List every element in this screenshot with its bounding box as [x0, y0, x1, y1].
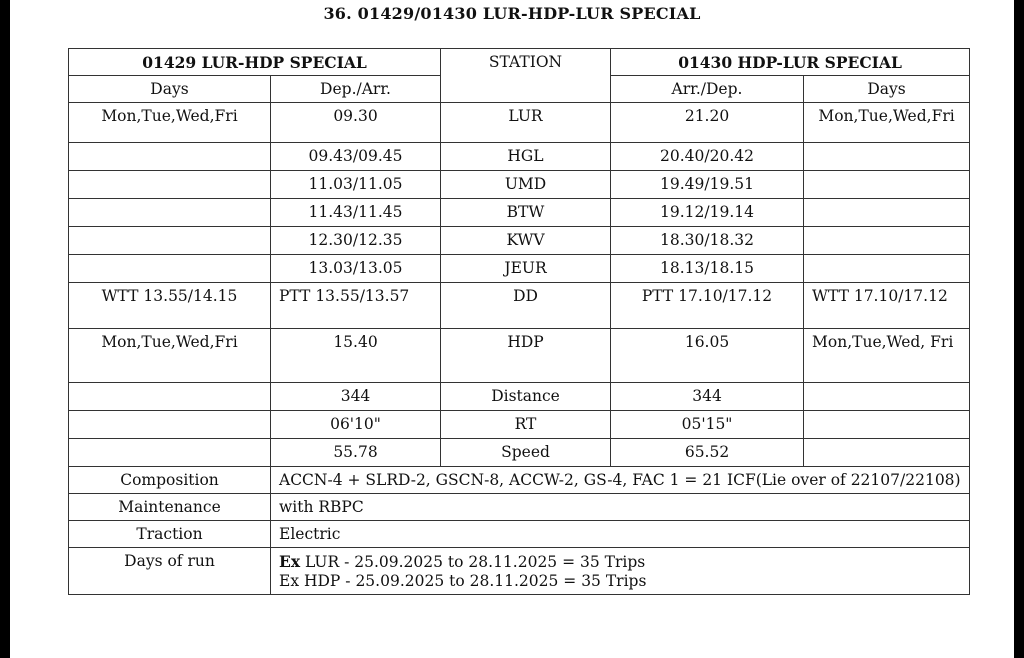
- row-arr-dep: 344: [611, 383, 804, 411]
- days-of-run-label: Days of run: [69, 548, 271, 595]
- table-row: [69, 255, 970, 283]
- table-row: [69, 411, 970, 439]
- row-station: JEUR: [441, 255, 611, 283]
- row-station: HGL: [441, 143, 611, 171]
- row-station: LUR: [441, 103, 611, 143]
- row-station: UMD: [441, 171, 611, 199]
- row-days-right: [804, 383, 970, 411]
- right-border-strip: [1014, 0, 1024, 658]
- row-dep-arr: 06'10": [271, 411, 441, 439]
- row-station: BTW: [441, 199, 611, 227]
- row-dep-arr: 09.43/09.45: [271, 143, 441, 171]
- row-days-right: Mon,Tue,Wed, Fri: [804, 329, 970, 383]
- row-dep-arr: 15.40: [271, 329, 441, 383]
- row-arr-dep: 20.40/20.42: [611, 143, 804, 171]
- maintenance-label: Maintenance: [69, 494, 271, 521]
- row-days-left: Mon,Tue,Wed,Fri: [69, 103, 271, 143]
- row-days-right: [804, 411, 970, 439]
- table-row: [69, 227, 970, 255]
- row-days-right: [804, 255, 970, 283]
- table-row: [69, 103, 970, 143]
- row-days-left: [69, 255, 271, 283]
- row-dep-arr: 13.03/13.05: [271, 255, 441, 283]
- row-station: HDP: [441, 329, 611, 383]
- days-right-header: Days: [804, 76, 970, 103]
- row-dep-arr: 11.43/11.45: [271, 199, 441, 227]
- table-row: [69, 143, 970, 171]
- dep-arr-header: Dep./Arr.: [271, 76, 441, 103]
- days-of-run-line-1-text: LUR - 25.09.2025 to 28.11.2025 = 35 Trips: [300, 553, 646, 571]
- row-arr-dep: 21.20: [611, 103, 804, 143]
- row-dep-arr: 12.30/12.35: [271, 227, 441, 255]
- timetable-body: [69, 49, 970, 467]
- arr-dep-header: Arr./Dep.: [611, 76, 804, 103]
- row-arr-dep: PTT 17.10/17.12: [611, 283, 804, 329]
- row-days-right: WTT 17.10/17.12: [804, 283, 970, 329]
- row-days-right: [804, 171, 970, 199]
- row-days-left: [69, 171, 271, 199]
- row-days-left: WTT 13.55/14.15: [69, 283, 271, 329]
- traction-row: [69, 521, 970, 548]
- row-dep-arr: 09.30: [271, 103, 441, 143]
- row-arr-dep: 05'15": [611, 411, 804, 439]
- row-days-right: [804, 227, 970, 255]
- down-train-header: 01429 LUR-HDP SPECIAL: [69, 49, 441, 76]
- row-arr-dep: 65.52: [611, 439, 804, 467]
- maintenance-value: with RBPC: [271, 494, 970, 521]
- row-arr-dep: 19.49/19.51: [611, 171, 804, 199]
- table-row: [69, 439, 970, 467]
- page-title: 36. 01429/01430 LUR-HDP-LUR SPECIAL: [323, 4, 701, 23]
- row-dep-arr: 55.78: [271, 439, 441, 467]
- row-days-left: [69, 199, 271, 227]
- days-of-run-prefix: Ex: [279, 552, 301, 571]
- row-station: DD: [441, 283, 611, 329]
- row-station: RT: [441, 411, 611, 439]
- days-of-run-row: [69, 548, 970, 595]
- composition-row: [69, 467, 970, 494]
- row-days-left: [69, 143, 271, 171]
- table-row: [69, 171, 970, 199]
- days-of-run-value: [271, 548, 970, 595]
- traction-value: Electric: [271, 521, 970, 548]
- row-dep-arr: PTT 13.55/13.57: [271, 283, 441, 329]
- maintenance-row: [69, 494, 970, 521]
- row-station: KWV: [441, 227, 611, 255]
- traction-label: Traction: [69, 521, 271, 548]
- row-dep-arr: 11.03/11.05: [271, 171, 441, 199]
- row-days-left: [69, 227, 271, 255]
- row-station: Distance: [441, 383, 611, 411]
- row-arr-dep: 16.05: [611, 329, 804, 383]
- row-days-right: Mon,Tue,Wed,Fri: [804, 103, 970, 143]
- row-station: Speed: [441, 439, 611, 467]
- table-row: [69, 329, 970, 383]
- row-days-left: [69, 439, 271, 467]
- row-days-left: Mon,Tue,Wed,Fri: [69, 329, 271, 383]
- row-dep-arr: 344: [271, 383, 441, 411]
- table-row: [69, 283, 970, 329]
- row-days-right: [804, 199, 970, 227]
- table-row: [69, 383, 970, 411]
- row-days-left: [69, 411, 271, 439]
- up-train-header: 01430 HDP-LUR SPECIAL: [611, 49, 970, 76]
- composition-value: ACCN-4 + SLRD-2, GSCN-8, ACCW-2, GS-4, FAC 1 = 21 ICF(Lie over of 22107/22108): [271, 467, 970, 494]
- row-days-right: [804, 143, 970, 171]
- row-days-left: [69, 383, 271, 411]
- left-border-strip: [0, 0, 10, 658]
- row-arr-dep: 18.30/18.32: [611, 227, 804, 255]
- row-arr-dep: 19.12/19.14: [611, 199, 804, 227]
- row-days-right: [804, 439, 970, 467]
- station-header: STATION: [441, 49, 611, 103]
- days-left-header: Days: [69, 76, 271, 103]
- composition-label: Composition: [69, 467, 271, 494]
- row-arr-dep: 18.13/18.15: [611, 255, 804, 283]
- table-row: [69, 199, 970, 227]
- days-of-run-line-2: Ex HDP - 25.09.2025 to 28.11.2025 = 35 Trips: [279, 572, 647, 590]
- days-of-run-line-1: [279, 552, 961, 572]
- timetable: [68, 48, 970, 595]
- timetable-footer: [69, 467, 970, 595]
- header-row-1: [69, 49, 970, 76]
